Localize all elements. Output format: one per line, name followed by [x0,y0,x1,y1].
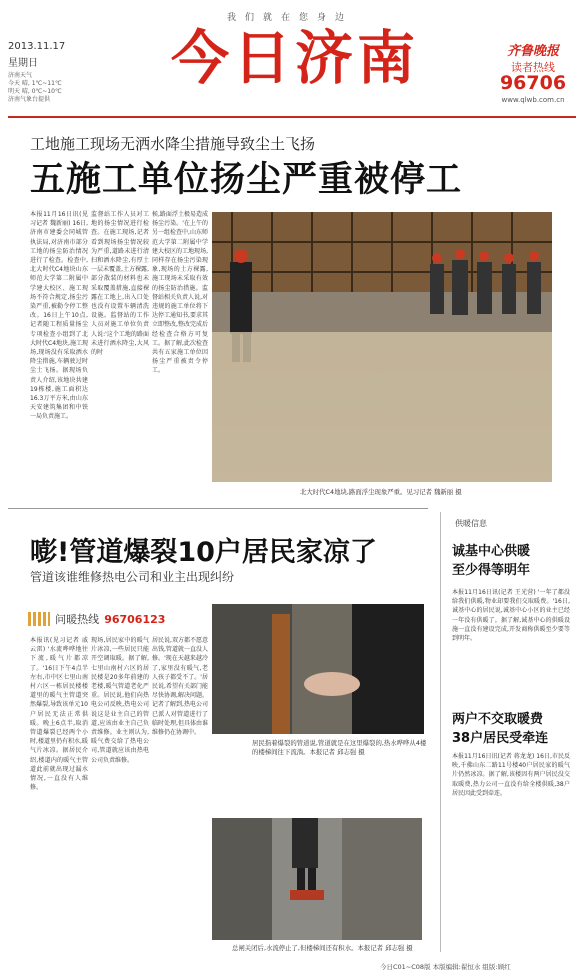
burst-pipe-photo [212,604,424,734]
story1-photo-caption: 北大时代C4地块,路面浮尘现象严重。见习记者 魏新丽 摄 [300,488,462,496]
story2-column: 居民说,双方都不愿意出钱,管道就一直没人修。'现在天越来越冷了,家里没有暖气,老人孩子都受不了。'居民说,希望有关部门能尽快协调,解决问题。记者了解到,热电公司已派人对管道进行了临时处理,但具体由谁维修仍在协调中。 [152,637,208,737]
story1-column: 监督站工作人员对工地的扬尘情况进行检查。在施工现场,记者看到现场扬尘情况较为严重,道路未进行清扫和洒水降尘,有厚土一层未覆盖,土方裸露,部分散装的材料也未采取覆盖措施,直接裸露在工地上,出入口处也没有设置车辆清洗设施。监督站的工作人员对施工单位负责人说:'这个工地的路面未进行洒水降尘,大风的时 [91,211,149,357]
issue-date: 2013.11.17 [8,41,66,52]
reader-hotline-label: 读者热线 [511,61,555,74]
story2-column: 本报讯(见习记者 戚云雷) '水流哗哗地往下流,暖气片都凉了。'16日下午4点半左右,市中区七里山南村六区一栋居民楼楼道里的暖气主管道突然爆裂,导致该单元10户居民无法正常供暖。晚上6点半,取消管道爆裂已经两个小时,楼道里仍有积水,暖气片冰凉。据居民介绍,楼道内的暖气主管道此前就出现过漏水情况,一直没有人维修。 [30,637,88,792]
weather-line: 明天 晴, 0℃~10℃ [8,88,62,95]
section-divider [8,508,428,509]
sidebar-divider [440,512,441,952]
warmth-hotline [28,608,208,626]
construction-site-photo [212,212,552,482]
story2-photo2-caption: 总闸关闭后,水流停止了,但楼梯间还有积水。本报记者 邱志强 摄 [232,944,413,952]
page-footer: 今日C01~C08版 本版编辑:翟恒水 组版:顾红 [380,963,511,971]
story2-column: 现场,居民家中的暖气片冰凉,一些居民只能开空调取暖。据了解,七里山南村六区的居民楼是20多年前建的老楼,暖气管道老化严重。居民说,他们向热电公司反映,热电公司说这是业主自己的管道,应该由业主自己负责维修。业主则认为,暖气费交给了热电公司,管道就应该由热电公司负责维修。 [91,637,149,764]
warmth-hotline-number: 96706123 [104,613,166,626]
story1-headline: 五施工单位扬尘严重被停工 [30,160,463,200]
stairwell-water-photo [212,818,422,940]
tagline: 我们就在您身边 [226,13,353,23]
website-url: www.qlwb.com.cn [501,96,565,104]
weather-line: 济南天气 [8,72,33,79]
weather-line: 今天 晴, 1℃~11℃ [8,80,62,87]
story2-kicker: 管道该谁维修热电公司和业主出现纠纷 [30,570,235,584]
story1-kicker: 工地施工现场无洒水降尘措施导致尘土飞扬 [30,135,316,153]
radiator-icon [28,612,50,626]
sidebar-story-text: 本报11月16日讯(记者 王光营) '一年了都没给我们供暖,物业却要我们交取暖费。'16日,诚基中心的居民说,诚基中心小区的业主已经一年没有供暖了。据了解,诚基中心的供暖设施一直没有建设完成,开发商称供暖至少要等到明年。 [452,589,570,643]
sidebar-headline-line: 诚基中心供暖 [452,544,531,559]
story1-column: 候,路面浮土极易造成扬尘污染。'在上午的另一组检查中,山东师范大学第二附属中学建大校区的工地现场,同样存在扬尘污染现象,现场的土方裸露,施工现场未采取有效的扬尘防治措施。监督站相关负责人说,对违规的施工单位将下达停工通知书,要求其立即整改,整改完成后经检查合格方可复工。据了解,此次检查共有五家施工单位因扬尘严重被责令停工。 [152,211,208,375]
story2-headline: 嘭!管道爆裂10户居民家凉了 [30,537,377,568]
sidebar-headline-line: 38户居民受牵连 [452,731,549,746]
story1-column: 本报11月16日讯(见习记者 魏新丽) 16日,济南市建委会同城管执法局,对济南市部分工地的扬尘防治情况进行了检查。检查中,北大时代C4地块山东师范大学第二附属中学建大校区、施工现场不符合规定,扬尘污染严重,被勒令停工整改。16日上午10点,记者随工程质量扬尘专项检查小组到了北大时代C4地块,施工现场,现场没有采取洒水降尘措施,车辆驶过时尘土飞扬。据现场负责人介绍,该地块共建19栋楼,施工面积达16.3万平方米,由山东天安建筑集团和中铁一局负责施工。 [30,211,88,421]
sidebar-headline-line: 两户不交取暖费 [452,712,544,727]
sidebar-headline-line: 至少得等明年 [452,563,531,578]
weather-line: 济南气象台提供 [8,96,51,103]
warmth-hotline-label: 问暖热线 [55,613,100,626]
sidebar-headline [452,710,548,748]
issue-weekday: 星期日 [8,58,38,69]
sidebar-story-text: 本报11月16日讯(记者 蒋龙龙) 16日,市民反映,千佛山东二路11号楼40户居民家的暖气片仍然冰凉。据了解,该楼因有两户居民没交取暖费,热力公司一直没有给全楼供暖,38户居民因此受到牵连。 [452,753,570,797]
weather-box [8,72,62,104]
brand-logo: 齐鲁晚报 [506,44,559,59]
sidebar-title: 供暖信息 [455,519,487,528]
story2-photo1-caption: 居民指着爆裂的管道说,管道就是在这里爆裂的,热水哗哗从4楼的楼梯间往下流淌。本报记者 邱志强 摄 [252,739,427,756]
masthead: 今日济南 [170,24,419,92]
sidebar-headline [452,542,530,580]
reader-hotline-number: 96706 [499,72,567,94]
masthead-divider [8,116,576,118]
